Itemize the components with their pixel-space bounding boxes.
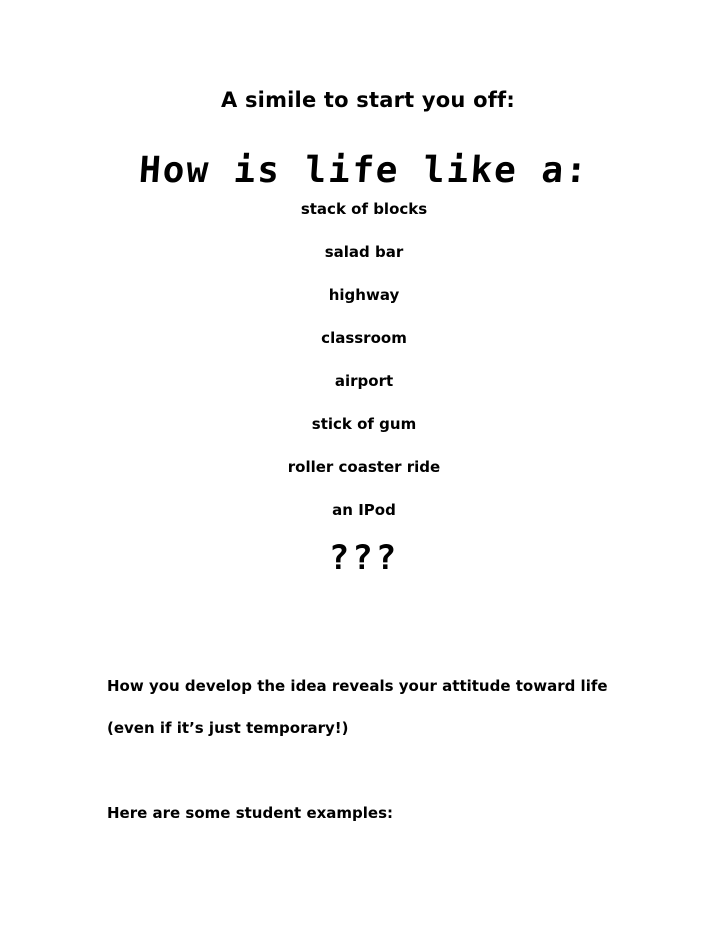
simile-list xyxy=(0,196,728,540)
list-item: roller coaster ride xyxy=(287,458,441,476)
list-item: stick of gum xyxy=(311,415,417,433)
question-marks: ??? xyxy=(328,538,400,578)
list-item: salad bar xyxy=(324,243,404,261)
temporary-note: (even if it’s just temporary!) xyxy=(107,719,349,737)
main-heading: How is life like a: xyxy=(137,150,591,191)
intro-heading: A simile to start you off: xyxy=(221,88,515,112)
attitude-paragraph: How you develop the idea reveals your attitude toward life xyxy=(107,677,608,695)
list-item: stack of blocks xyxy=(300,200,428,218)
list-item: an IPod xyxy=(332,501,396,519)
list-item: highway xyxy=(328,286,400,304)
examples-heading: Here are some student examples: xyxy=(107,804,394,822)
list-item: airport xyxy=(334,372,394,390)
list-item: classroom xyxy=(321,329,407,347)
